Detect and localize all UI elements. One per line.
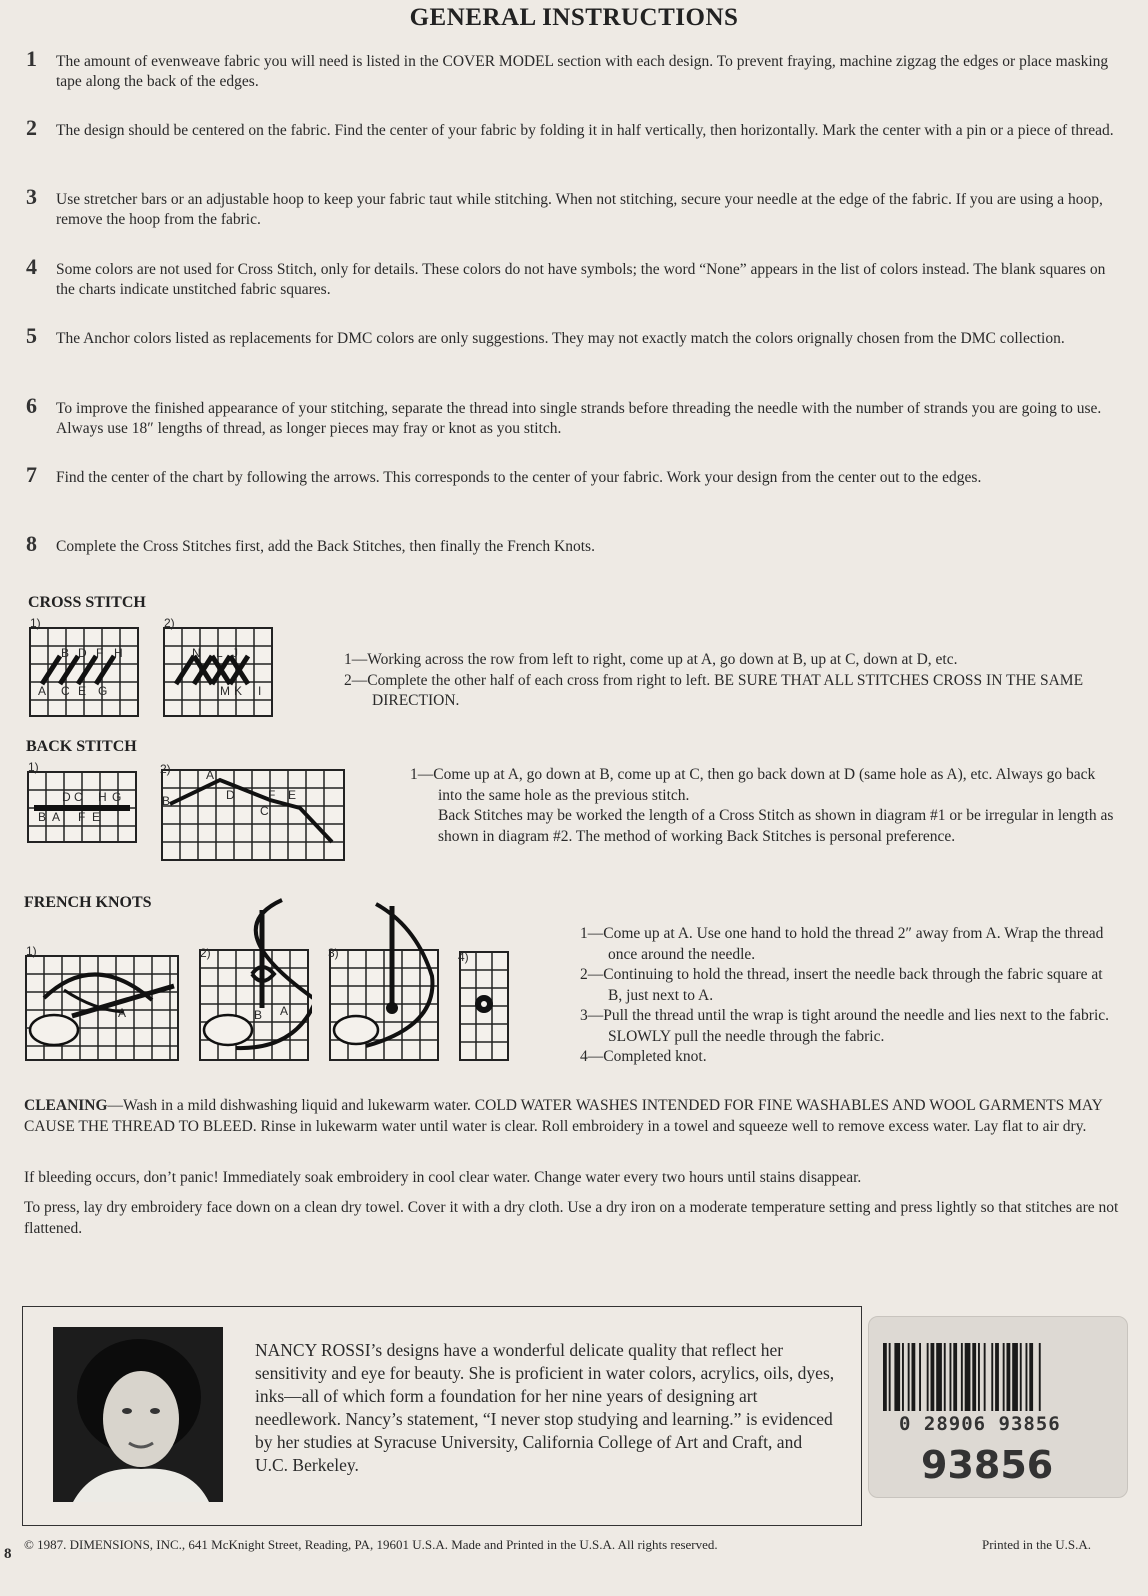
instruction-line: 1—Working across the row from left to right, come up at A, go down at B, up at C, down at D, etc. — [344, 651, 958, 668]
barcode-bar — [908, 1343, 910, 1411]
fabric-grid — [26, 766, 138, 846]
point-label: F — [78, 810, 86, 824]
point-label: C — [260, 804, 269, 818]
diagram-label: 3) — [328, 946, 339, 960]
back-stitch-diagram-1 — [26, 760, 138, 846]
fabric-grid — [28, 622, 140, 718]
point-label: F — [268, 788, 276, 802]
point-label: D — [226, 788, 235, 802]
instruction-line: 4—Completed knot. — [580, 1048, 707, 1065]
barcode-bar — [978, 1343, 980, 1411]
barcode-bar — [961, 1343, 963, 1411]
step-8 — [26, 531, 1126, 557]
fabric-grid — [162, 622, 274, 718]
step-4 — [26, 254, 1126, 300]
cross-stitch-heading: CROSS STITCH — [28, 594, 146, 611]
point-label: B — [254, 1008, 263, 1022]
bleeding-paragraph: If bleeding occurs, don’t panic! Immediately soak embroidery in cool clear water. Change water every two hours until stains disappear. — [24, 1169, 862, 1186]
diagram-label: 1) — [28, 760, 39, 774]
product-number: 93856 — [921, 1443, 1054, 1487]
copyright-text: © 1987. DIMENSIONS, INC., 641 McKnight Street, Reading, PA, 19601 U.S.A. Made and Printed in the U.S.A. All rights reserved. — [24, 1537, 718, 1552]
barcode-bar — [931, 1343, 935, 1411]
cross-stitch-diagram-1 — [28, 616, 140, 718]
point-label: H — [114, 646, 123, 660]
point-label: A — [118, 1006, 127, 1020]
barcode-bar — [927, 1343, 929, 1411]
point-label: E — [92, 810, 101, 824]
step-number: 7 — [26, 462, 37, 487]
bio-text: NANCY ROSSI’s designs have a wonderful delicate quality that reflect her sensitivity and eye for beauty. She is proficient in water colors, acrylics, oils, dyes, inks—all of which form a foundation for her nine years of designing art needlework. Nancy’s statement, “I never stop studying and learning.” is evidenced by her studies at Syracuse University, California College of Art and Craft, and U.C. Berkeley. — [255, 1340, 835, 1475]
point-label: F — [96, 646, 104, 660]
point-label: M — [220, 684, 230, 698]
designer-photo — [53, 1327, 223, 1502]
step-number: 4 — [26, 254, 37, 279]
barcode-bar — [883, 1343, 887, 1411]
point-label: L — [216, 646, 223, 660]
barcode-bar — [1029, 1343, 1033, 1411]
step-5 — [26, 323, 1126, 349]
barcode-image — [881, 1343, 1115, 1413]
barcode-bar — [972, 1343, 976, 1411]
diagram-label: 2) — [160, 762, 171, 776]
diagram-label: 4) — [458, 950, 469, 964]
instruction-line: 1—Come up at A, go down at B, come up at C, then go back down at D (same hole as A), etc. Always go back into the same hole as the previous stitch. — [410, 766, 1096, 804]
step-3 — [26, 184, 1126, 230]
barcode-bar — [1007, 1343, 1011, 1411]
french-knot-diagram-1 — [24, 944, 180, 1062]
barcode-bar — [919, 1343, 921, 1411]
diagram-label: 1) — [30, 616, 41, 630]
barcode-bar — [991, 1343, 993, 1411]
cleaning-text: —Wash in a mild dishwashing liquid and lukewarm water. COLD WATER WASHES INTENDED FOR FINE WASHABLES AND WOOL GARMENTS MAY CAUSE THE THREAD TO BLEED. Rinse in lukewarm water until water is clear. Roll embroidery in a towel and squeeze well to remove excess water. Lay flat to air dry. — [24, 1097, 1103, 1135]
back-stitch-diagram-2 — [160, 762, 346, 862]
diagram-label: 2) — [200, 946, 211, 960]
point-label: C — [74, 790, 83, 804]
barcode-bar — [1039, 1343, 1041, 1411]
step-text: The Anchor colors listed as replacements for DMC colors are only suggestions. They may not exactly match the colors orignally chosen from the DMC collection. — [56, 330, 1065, 347]
barcode-bar — [984, 1343, 986, 1411]
barcode-bar — [1026, 1343, 1028, 1411]
barcode-bar — [912, 1343, 916, 1411]
fabric-grid — [196, 890, 312, 1062]
instruction-line: 2—Continuing to hold the thread, insert the needle back through the fabric square at B, just next to A. — [580, 966, 1103, 1004]
step-2 — [26, 115, 1126, 141]
french-knot-diagram-2 — [196, 890, 312, 1062]
point-label: H — [98, 790, 107, 804]
step-text: The design should be centered on the fabric. Find the center of your fabric by folding it in half vertically, then horizontally. Mark the center with a pin or a piece of thread. — [56, 122, 1114, 139]
barcode-bar — [902, 1343, 904, 1411]
point-label: J — [232, 646, 238, 660]
point-label: A — [52, 810, 61, 824]
upc-number: 0 28906 93856 — [899, 1413, 1061, 1435]
point-label: A — [280, 1004, 289, 1018]
cross-stitch-diagram-2 — [162, 616, 274, 718]
french-knots-instructions — [580, 924, 1120, 1068]
point-label: N — [192, 646, 201, 660]
step-number: 1 — [26, 46, 37, 71]
french-knots-heading: FRENCH KNOTS — [24, 894, 152, 911]
point-label: B — [61, 646, 70, 660]
printed-in-text: Printed in the U.S.A. — [982, 1537, 1092, 1552]
step-number: 3 — [26, 184, 37, 209]
french-knot-diagram-4 — [456, 948, 512, 1062]
step-text: To improve the finished appearance of your stitching, separate the thread into single strands before threading the needle with the number of strands you are going to use. Always use 18″ lengths of thread, as longer pieces may fray or knot as you stitch. — [56, 400, 1102, 437]
diagram-label: 2) — [164, 616, 175, 630]
step-number: 8 — [26, 531, 37, 556]
fabric-grid — [160, 766, 346, 862]
instruction-line: Back Stitches may be worked the length of a Cross Stitch as shown in diagram #1 or be irregular in length as shown in diagram #2. The method of working Back Stitches is personal preference. — [438, 807, 1114, 845]
step-1 — [26, 46, 1126, 92]
step-text: Use stretcher bars or an adjustable hoop to keep your fabric taut while stitching. When not stitching, secure your needle at the edge of the fabric. If you are using a hoop, remove the hoop from the fabric. — [56, 191, 1103, 228]
barcode-bar — [936, 1343, 942, 1411]
designer-bio-box — [22, 1306, 862, 1526]
french-knot-diagram-3 — [326, 896, 442, 1062]
point-label: G — [98, 684, 108, 698]
diagram-label: 1) — [26, 944, 37, 958]
step-number: 5 — [26, 323, 37, 348]
barcode-bar — [944, 1343, 946, 1411]
step-text: Find the center of the chart by following the arrows. This corresponds to the center of your fabric. Work your design from the center out to the edges. — [56, 469, 982, 486]
barcode-bar — [894, 1343, 900, 1411]
point-label: E — [288, 788, 297, 802]
instruction-line: 3—Pull the thread until the wrap is tight around the needle and lies next to the fabric. SLOWLY pull the needle through the fabric. — [580, 1007, 1110, 1045]
point-label: A — [38, 684, 47, 698]
back-stitch-instructions — [410, 765, 1122, 847]
pressing-paragraph: To press, lay dry embroidery face down on a clean dry towel. Cover it with a dry cloth. Use a dry iron on a moderate temperature setting and press lightly so that stitches are not flattened. — [24, 1199, 1119, 1237]
instruction-line: 2—Complete the other half of each cross from right to left. BE SURE THAT ALL STITCHES CROSS IN THE SAME DIRECTION. — [344, 671, 1084, 709]
step-text: Complete the Cross Stitches first, add the Back Stitches, then finally the French Knots. — [56, 538, 595, 555]
cross-stitch-instructions — [344, 650, 1134, 712]
barcode-bar — [1012, 1343, 1018, 1411]
barcode-bar — [1020, 1343, 1022, 1411]
instruction-line: 1—Come up at A. Use one hand to hold the thread 2″ away from A. Wrap the thread once around the needle. — [580, 925, 1104, 963]
step-text: The amount of evenweave fabric you will need is listed in the COVER MODEL section with each design. To prevent fraying, machine zigzag the edges or place masking tape along the back of the edges. — [56, 53, 1109, 90]
step-6 — [26, 393, 1126, 439]
point-label: D — [78, 646, 87, 660]
point-label: K — [234, 684, 243, 698]
barcode-bar — [953, 1343, 957, 1411]
barcode-bar — [1003, 1343, 1005, 1411]
page-title: GENERAL INSTRUCTIONS — [409, 4, 739, 31]
step-7 — [26, 462, 1126, 488]
point-label: C — [61, 684, 70, 698]
step-number: 2 — [26, 115, 37, 140]
point-label: E — [78, 684, 87, 698]
point-label: G — [112, 790, 122, 804]
barcode-bar — [995, 1343, 999, 1411]
cleaning-label: CLEANING — [24, 1097, 108, 1114]
step-number: 6 — [26, 393, 37, 418]
back-stitch-heading: BACK STITCH — [26, 738, 137, 755]
barcode-bar — [950, 1343, 952, 1411]
barcode-label — [868, 1316, 1128, 1498]
fabric-grid — [456, 948, 512, 1062]
step-text: Some colors are not used for Cross Stitch, only for details. These colors do not have symbols; the word “None” appears in the list of colors instead. The blank squares on the charts indicate unstitched fabric squares. — [56, 261, 1106, 298]
portrait-image — [53, 1327, 223, 1502]
point-label: B — [38, 810, 47, 824]
point-label: I — [258, 684, 262, 698]
point-label: D — [62, 790, 71, 804]
point-label: A — [206, 768, 215, 782]
fabric-grid — [24, 950, 180, 1062]
fabric-grid — [326, 896, 442, 1062]
point-label: B — [162, 794, 171, 808]
page-number: 8 — [4, 1546, 12, 1562]
barcode-bar — [889, 1343, 891, 1411]
barcode-bar — [965, 1343, 971, 1411]
cleaning-paragraph — [24, 1095, 1120, 1137]
